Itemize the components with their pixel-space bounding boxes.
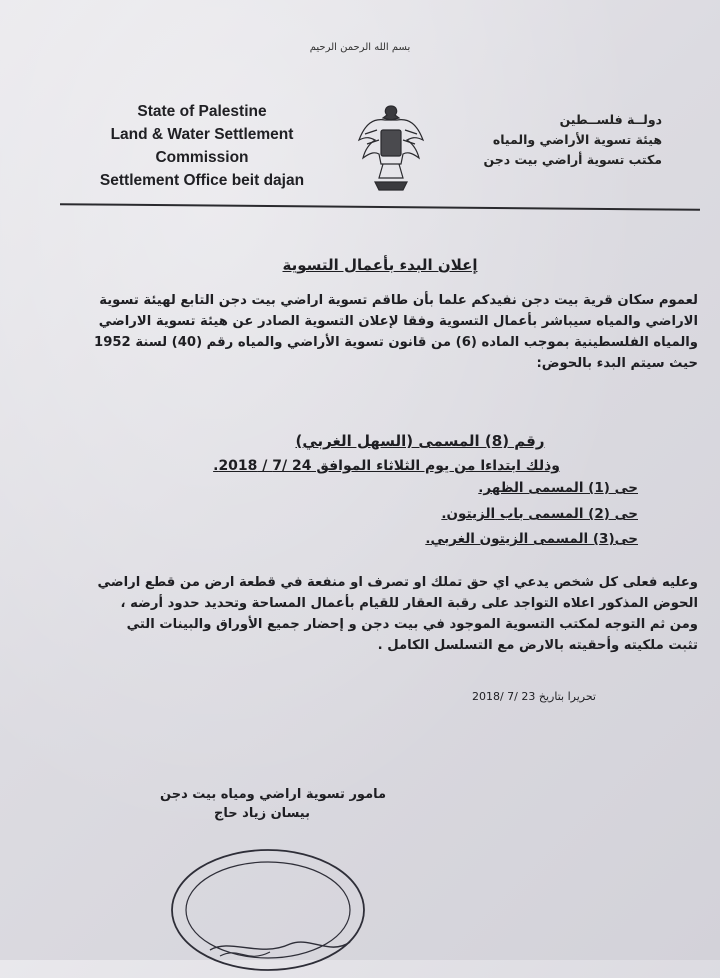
intro-line: والمياه الفلسطينية بموجب الماده (6) من قانون تسوية الأراضي والمياه رقم (40) لسنة 1952	[94, 335, 698, 350]
arabic-letterhead-line: دولــة فلســطين	[559, 112, 662, 127]
instructions-line: الحوض المذكور اعلاه التواجد على رقبة العقار للقيام بأعمال المساحة وتحديد حدود أرضه ،	[120, 596, 698, 611]
english-letterhead-line: Commission	[155, 149, 249, 166]
header-divider	[60, 203, 700, 211]
issue-date: تحريرا بتاريخ 23 /7 /2018	[471, 690, 596, 703]
basmala: بسم الله الرحمن الرحيم	[309, 42, 411, 53]
start-date-line: وذلك ابتداءا من يوم الثلاثاء الموافق 24 /7 / 2018.	[213, 458, 560, 474]
neighborhood-line: حى (1) المسمى الظهر.	[478, 480, 638, 496]
arabic-letterhead-line: هيئة تسوية الأراضي والمياه	[492, 132, 662, 147]
signatory-title: مامور تسوية اراضي ومياه بيت دجن	[160, 787, 387, 802]
instructions-line: ومن ثم التوجه لمكتب التسوية الموجود في بيت دجن و إحضار جميع الأوراق والبينات التي	[126, 617, 698, 632]
official-stamp-icon	[150, 838, 390, 978]
neighborhood-line: حى(3) المسمى الزيتون الغربي.	[425, 531, 638, 547]
signatory-name: بيسان زياد حاج	[214, 806, 310, 821]
english-letterhead	[82, 100, 322, 192]
english-letterhead-line: Settlement Office beit dajan	[99, 172, 305, 189]
palestine-eagle-emblem-icon	[355, 100, 427, 198]
english-letterhead-line: Land & Water Settlement	[110, 126, 294, 143]
intro-paragraph	[18, 290, 698, 374]
intro-line: حيث سيتم البدء بالحوض:	[536, 356, 698, 371]
instructions-line: تثبت ملكيته وأحقيته بالارض مع التسلسل الكامل .	[377, 638, 698, 653]
arabic-letterhead	[432, 110, 662, 170]
english-letterhead-line: State of Palestine	[137, 103, 267, 120]
announcement-title: إعلان البدء بأعمال التسوية	[282, 256, 478, 274]
instructions-paragraph	[18, 572, 698, 656]
neighborhood-line: حى (2) المسمى باب الزيتون.	[441, 506, 638, 522]
arabic-letterhead-line: مكتب تسوية أراضي بيت دجن	[483, 152, 662, 167]
intro-line: لعموم سكان قرية بيت دجن نفيدكم علما بأن طاقم تسوية اراضي بيت دجن التابع لهيئة تسوية	[99, 293, 698, 308]
instructions-line: وعليه فعلى كل شخص يدعي اي حق تملك او تصرف او منفعة في قطعة ارض من قطع اراضي	[97, 575, 698, 590]
basin-line: رقم (8) المسمى (السهل الغربي)	[295, 432, 545, 450]
intro-line: الاراضي والمياه سيباشر بأعمال التسوية وفقا لإعلان التسوية الصادر عن هيئة تسوية الاراضي	[98, 314, 698, 329]
